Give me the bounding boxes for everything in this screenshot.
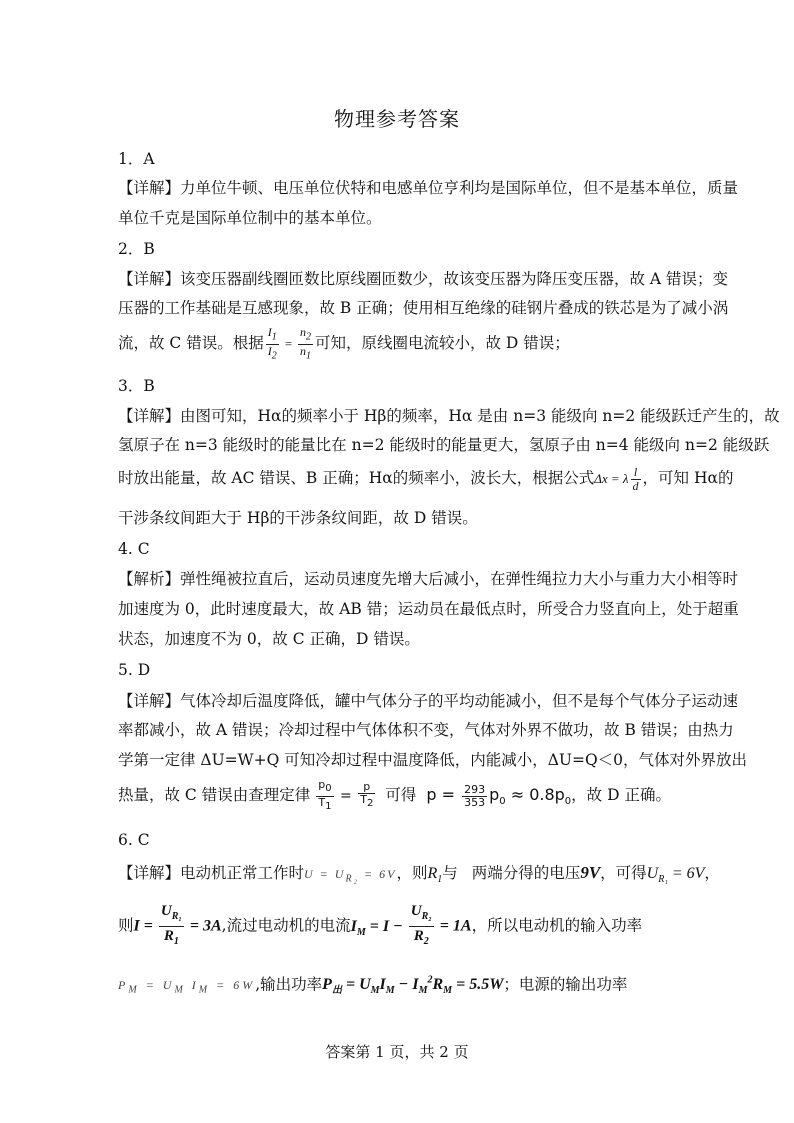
- q6-line-2a: 则: [118, 916, 134, 935]
- q5-line-4a: 热量，故 C 错误由查理定律: [118, 786, 311, 804]
- q2-line-2: 压器的工作基础是互感现象，故 B 正确；使用相互绝缘的硅钢片叠成的铁芯是为了减小涡: [118, 299, 729, 317]
- q5-head: 5. D: [118, 661, 151, 679]
- q4-head: 4. C: [118, 540, 150, 558]
- q6-line-3: [118, 968, 684, 1005]
- q1-head: 1．A: [118, 150, 155, 168]
- q4-line-1: 【解析】弹性绳被拉直后，运动员速度先增大后减小，在弹性绳拉力大小与重力大小相等时: [118, 570, 739, 588]
- page-title: 物理参考答案: [334, 107, 460, 131]
- q1-line-1: 【详解】力单位牛顿、电压单位伏特和电感单位亨利均是国际单位，但不是基本单位，质量: [118, 179, 739, 197]
- q6-line-1e: ，可得: [600, 864, 647, 882]
- q6-line-1c: 与: [442, 864, 458, 882]
- q6-line-1b: ，则: [396, 864, 428, 882]
- q2-line-3b: 可知，原线圈电流较小，故 D 错误；: [315, 334, 570, 352]
- current-i-symbol: I =: [133, 917, 157, 935]
- q3-line-1: 【详解】由图可知，Hα的频率小于 Hβ的频率，Hα 是由 n=3 能级向 n=2 能级跃迁产生的，故: [118, 407, 780, 425]
- charles-law-rhs: $\frac{p}{T_2}$: [360, 780, 374, 810]
- r2-current-fraction: $\frac{U_{R_2}}{R_2}$: [410, 903, 432, 947]
- pressure-result-formula: p =: [426, 785, 461, 804]
- q6-line-2c: ，所以电动机的输入功率: [471, 916, 643, 935]
- output-power-formula: $P_出 = U_MI_M - I_M^2R_M = 5.5W$: [322, 975, 504, 997]
- q5-line-2: 率都减小，故 A 错误；冷却过程中气体体积不变，气体对外界不做功，故 B 错误；由热力: [118, 721, 734, 739]
- current-ratio-formula: $\frac{I_1}{I_2}$: [267, 325, 277, 361]
- ur1-formula: $U_{R_1} = 6V$: [646, 865, 705, 886]
- q2-head: 2．B: [118, 240, 155, 258]
- q3-line-3: [118, 460, 734, 497]
- q6-line-1a: 【详解】电动机正常工作时: [118, 864, 305, 882]
- q4-line-2: 加速度为 0，此时速度最大，故 AB 错；运动员在最低点时，所受合力竖直向上，处于超重: [118, 600, 739, 618]
- q6-line-2b: ,流过电动机的电流: [221, 916, 351, 935]
- motor-current-formula: $I_M = I$ −: [350, 917, 407, 938]
- r1-symbol: $R_1$: [427, 865, 443, 886]
- q3-line-3b: ，可知 Hα的: [642, 469, 734, 487]
- q5-line-4c: ，故 D 正确。: [571, 786, 671, 804]
- q1-line-2: 单位千克是国际单位制中的基本单位。: [118, 209, 382, 227]
- input-power-formula: $P_M = U_M$ $I_M = 6W$: [118, 978, 256, 996]
- l-over-d-fraction: $\frac{l}{d}$: [632, 464, 639, 493]
- q5-line-1: 【详解】气体冷却后温度降低，罐中气体分子的平均动能减小，但不是每个气体分子运动速: [118, 692, 739, 710]
- q6-head: 6. C: [118, 831, 150, 849]
- fringe-spacing-formula: Δx = λ: [594, 471, 629, 486]
- q3-head: 3．B: [118, 377, 155, 395]
- q2-line-1: 【详解】该变压器副线圈匝数比原线圈匝数少，故该变压器为降压变压器，故 A 错误；变: [118, 270, 729, 288]
- q6-line-1d: 两端分得的电压: [471, 864, 581, 882]
- q3-line-3a: 时放出能量，故 AC 错误、B 正确；Hα的频率小，波长大，根据公式: [118, 469, 595, 487]
- q2-line-3a: 流，故 C 错误。根据: [118, 334, 264, 352]
- q5-line-4: 热量，故 C 错误由查理定律 $\frac{p_0}{T_1}$ = $\frac{p}{T_2}$ 可得 p = $\frac{293}{353}$ $p_0 \approx 0.8p_0$，故 D 正确。: [118, 778, 671, 812]
- q6-line-1: 【详解】电动机正常工作时$U = U_{R_2} = 6V$，则$R_1$与 两端分得的电压9V，可得$U_{R_1} = 6V$，: [118, 863, 720, 886]
- q3-line-2: 氢原子在 n=3 能级时的能量比在 n=2 能级时的能量更大，氢原子由 n=4 能级向 n=2 能级跃: [118, 436, 770, 454]
- charles-law-lhs: $\frac{p_0}{T_1}$: [318, 778, 332, 812]
- current-formula-fraction: $\frac{U_{R_1}}{R_1}$: [160, 903, 182, 947]
- q5-line-3: 学第一定律 ΔU=W+Q 可知冷却过程中温度降低，内能减小，ΔU=Q＜0，气体对外界放出: [118, 751, 748, 769]
- page-footer: 答案第 1 页，共 2 页: [325, 1043, 469, 1061]
- q5-line-4b: 可得: [385, 786, 417, 804]
- q2-line-3: 流，故 C 错误。根据 $\frac{I_1}{I_2}$ = $\frac{n_2}{n_1}$ 可知，原线圈电流较小，故 D 错误；: [118, 325, 570, 361]
- q6-line-2: 则I = $\frac{U_{R_1}}{R_1}$ = 3A,流过电动机的电流$I_M = I$ − $\frac{U_{R_2}}{R_2}$ = 1A，所以电动机的输入功率: [118, 902, 684, 956]
- voltage-9v: 9V: [580, 863, 601, 882]
- q6-line-3b: ；电源的输出功率: [503, 975, 628, 994]
- q3-line-4: 干涉条纹间距大于 Hβ的干涉条纹间距，故 D 错误。: [118, 509, 478, 527]
- q6-line-3a: ,输出功率: [255, 975, 323, 994]
- motor-voltage-formula: $U = U_{R_2} = 6V$: [304, 867, 397, 885]
- temperature-ratio-fraction: $\frac{293}{353}$: [464, 782, 486, 809]
- q4-line-3: 状态，加速度不为 0，故 C 正确，D 错误。: [118, 630, 420, 648]
- turns-ratio-formula: $\frac{n_2}{n_1}$: [300, 325, 311, 361]
